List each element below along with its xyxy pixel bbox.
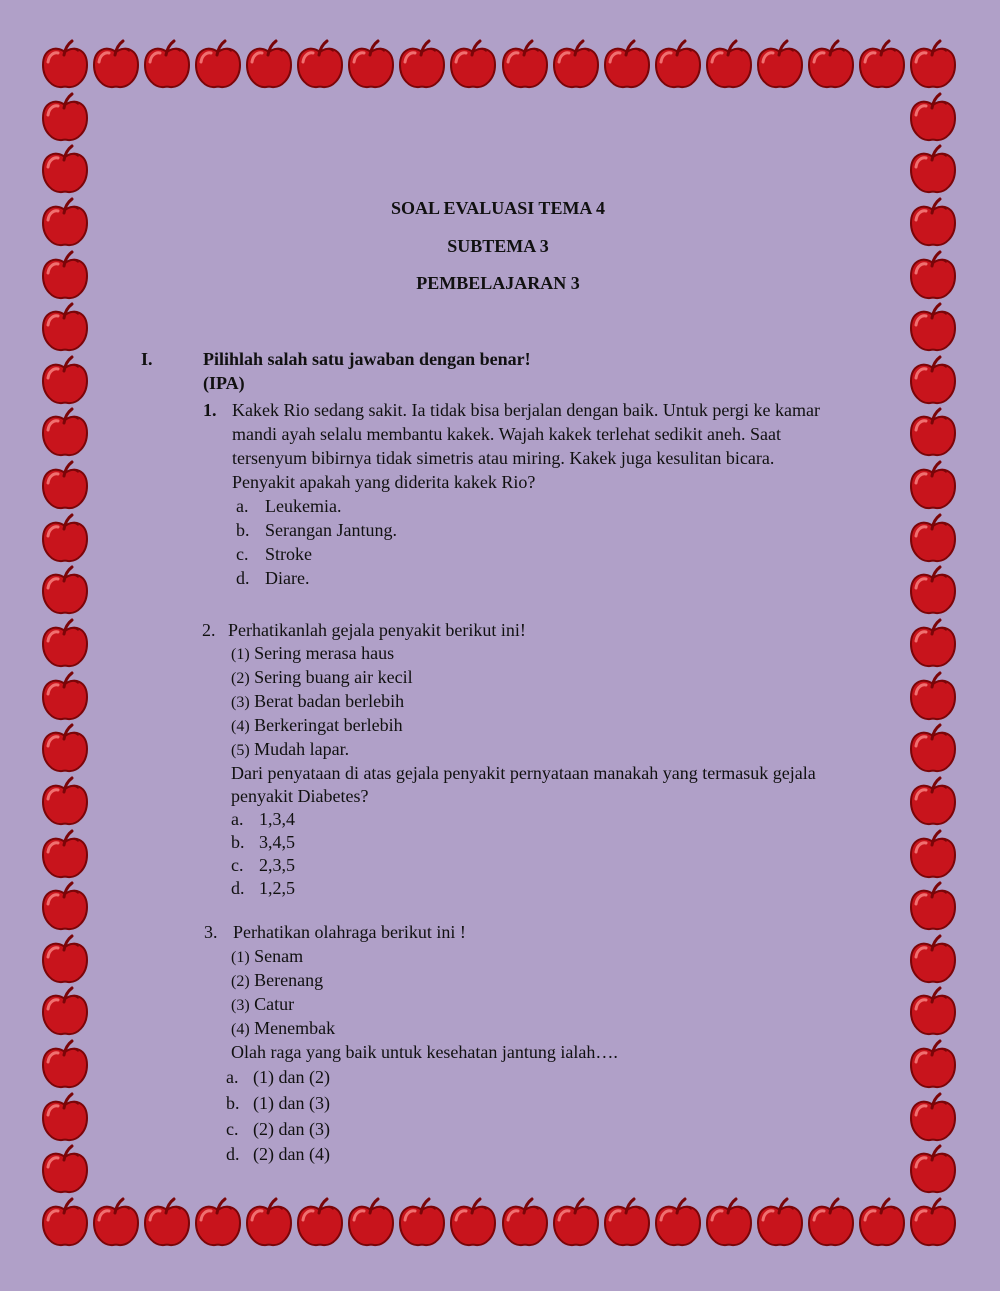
apple-icon (600, 38, 654, 92)
apple-icon (140, 38, 194, 92)
apple-icon (804, 1196, 858, 1250)
apple-icon (242, 38, 296, 92)
option-letter: a. (236, 496, 249, 516)
question-2-intro: Perhatikanlah gejala penyakit berikut ini! (228, 620, 526, 640)
apple-icon (549, 1196, 603, 1250)
question-3-number: 3. (204, 922, 218, 942)
apple-icon (906, 828, 960, 882)
item-number: (4) (231, 718, 250, 735)
apple-icon (395, 1196, 449, 1250)
apple-icon (38, 1091, 92, 1145)
apple-icon (906, 722, 960, 776)
section-number: I. (141, 349, 153, 369)
item-text: Sering merasa haus (254, 643, 395, 663)
apple-icon (906, 1091, 960, 1145)
apple-icon (906, 1143, 960, 1197)
apple-icon (191, 1196, 245, 1250)
apple-icon (293, 38, 347, 92)
question-1-number: 1. (203, 400, 217, 420)
apple-icon (906, 564, 960, 618)
apple-icon (906, 1038, 960, 1092)
apple-icon (753, 38, 807, 92)
option-letter: c. (231, 855, 244, 875)
apple-icon (344, 38, 398, 92)
question-3-line-1: Olah raga yang baik untuk kesehatan jantung ialah…. (231, 1042, 618, 1062)
apple-icon (38, 459, 92, 513)
apple-icon (549, 38, 603, 92)
option-letter: b. (236, 520, 250, 540)
list-item (231, 944, 303, 970)
list-item (231, 968, 323, 994)
item-text: Berkeringat berlebih (254, 715, 403, 735)
question-2-line-1: Dari penyataan di atas gejala penyakit pernyataan manakah yang termasuk gejala (231, 763, 816, 783)
question-2-line-2: penyakit Diabetes? (231, 786, 369, 806)
apple-icon (753, 1196, 807, 1250)
list-item (231, 992, 294, 1018)
option-letter: d. (226, 1144, 240, 1164)
item-number: (2) (231, 973, 250, 990)
option-text: (2) dan (3) (253, 1119, 330, 1139)
apple-icon (395, 38, 449, 92)
option-text: Leukemia. (265, 496, 342, 516)
apple-icon (906, 670, 960, 724)
option-text: (2) dan (4) (253, 1144, 330, 1164)
apple-icon (38, 670, 92, 724)
option-letter: b. (231, 832, 245, 852)
list-item (231, 737, 349, 763)
apple-icon (906, 512, 960, 566)
apple-icon (38, 91, 92, 145)
apple-icon (293, 1196, 347, 1250)
apple-icon (38, 828, 92, 882)
item-text: Sering buang air kecil (254, 667, 413, 687)
apple-icon (906, 406, 960, 460)
option-letter: c. (236, 544, 249, 564)
list-item (231, 1016, 335, 1042)
list-item (231, 665, 413, 691)
option-text: 3,4,5 (259, 832, 295, 852)
apple-icon (242, 1196, 296, 1250)
apple-icon (38, 1196, 92, 1250)
apple-icon (855, 1196, 909, 1250)
apple-icon (651, 1196, 705, 1250)
option-text: 2,3,5 (259, 855, 295, 875)
section-instruction: Pilihlah salah satu jawaban dengan benar! (203, 349, 531, 369)
apple-icon (38, 301, 92, 355)
option-text: (1) dan (2) (253, 1067, 330, 1087)
apple-icon (89, 38, 143, 92)
item-number: (5) (231, 742, 250, 759)
apple-icon (906, 354, 960, 408)
question-3-intro: Perhatikan olahraga berikut ini ! (233, 922, 466, 942)
option-letter: a. (226, 1067, 239, 1087)
title-line-2: SUBTEMA 3 (447, 236, 549, 256)
apple-icon (906, 143, 960, 197)
list-item (231, 713, 403, 739)
option-text: (1) dan (3) (253, 1093, 330, 1113)
apple-icon (38, 406, 92, 460)
option-text: 1,2,5 (259, 878, 295, 898)
apple-icon (38, 1143, 92, 1197)
item-number: (4) (231, 1021, 250, 1038)
item-text: Menembak (254, 1018, 336, 1038)
question-1-line-2: mandi ayah selalu membantu kakek. Wajah kakek terlehat sedikit aneh. Saat (232, 424, 782, 444)
apple-icon (38, 143, 92, 197)
apple-icon (38, 1038, 92, 1092)
apple-icon (600, 1196, 654, 1250)
apple-icon (38, 775, 92, 829)
apple-icon (906, 775, 960, 829)
title-line-1: SOAL EVALUASI TEMA 4 (391, 198, 605, 218)
apple-icon (446, 38, 500, 92)
apple-icon (651, 38, 705, 92)
list-item (231, 689, 404, 715)
item-text: Berat badan berlebih (254, 691, 405, 711)
option-text: Diare. (265, 568, 310, 588)
option-text: 1,3,4 (259, 809, 295, 829)
question-1-line-3: tersenyum bibirnya tidak simetris atau miring. Kakek juga kesulitan bicara. (232, 448, 775, 468)
apple-icon (906, 91, 960, 145)
apple-icon (38, 354, 92, 408)
item-text: Senam (254, 946, 304, 966)
item-number: (2) (231, 670, 250, 687)
list-item (231, 641, 394, 667)
title-line-3: PEMBELAJARAN 3 (416, 273, 580, 293)
item-number: (1) (231, 949, 250, 966)
apple-icon (38, 617, 92, 671)
option-text: Serangan Jantung. (265, 520, 397, 540)
option-text: Stroke (265, 544, 312, 564)
apple-icon (906, 459, 960, 513)
item-number: (3) (231, 694, 250, 711)
apple-icon (38, 38, 92, 92)
apple-icon (38, 985, 92, 1039)
apple-icon (804, 38, 858, 92)
apple-icon (906, 1196, 960, 1250)
apple-icon (498, 1196, 552, 1250)
apple-icon (702, 1196, 756, 1250)
apple-icon (906, 617, 960, 671)
apple-icon (906, 985, 960, 1039)
option-letter: d. (236, 568, 250, 588)
item-text: Mudah lapar. (254, 739, 350, 759)
apple-icon (906, 933, 960, 987)
apple-icon (38, 880, 92, 934)
apple-icon (38, 512, 92, 566)
option-letter: d. (231, 878, 245, 898)
apple-icon (191, 38, 245, 92)
apple-icon (38, 933, 92, 987)
option-letter: a. (231, 809, 244, 829)
item-text: Berenang (254, 970, 324, 990)
apple-icon (702, 38, 756, 92)
apple-icon (855, 38, 909, 92)
apple-icon (89, 1196, 143, 1250)
apple-icon (446, 1196, 500, 1250)
question-1-line-4: Penyakit apakah yang diderita kakek Rio? (232, 472, 536, 492)
question-1-line-1: Kakek Rio sedang sakit. Ia tidak bisa berjalan dengan baik. Untuk pergi ke kamar (232, 400, 820, 420)
apple-icon (140, 1196, 194, 1250)
section-subject: (IPA) (203, 373, 245, 393)
apple-icon (38, 722, 92, 776)
apple-icon (38, 564, 92, 618)
apple-icon (906, 38, 960, 92)
item-text: Catur (254, 994, 295, 1014)
apple-icon (498, 38, 552, 92)
apple-icon (906, 880, 960, 934)
item-number: (3) (231, 997, 250, 1014)
apple-icon (344, 1196, 398, 1250)
question-2-number: 2. (202, 620, 216, 640)
option-letter: c. (226, 1119, 239, 1139)
item-number: (1) (231, 646, 250, 663)
apple-icon (906, 301, 960, 355)
option-letter: b. (226, 1093, 240, 1113)
